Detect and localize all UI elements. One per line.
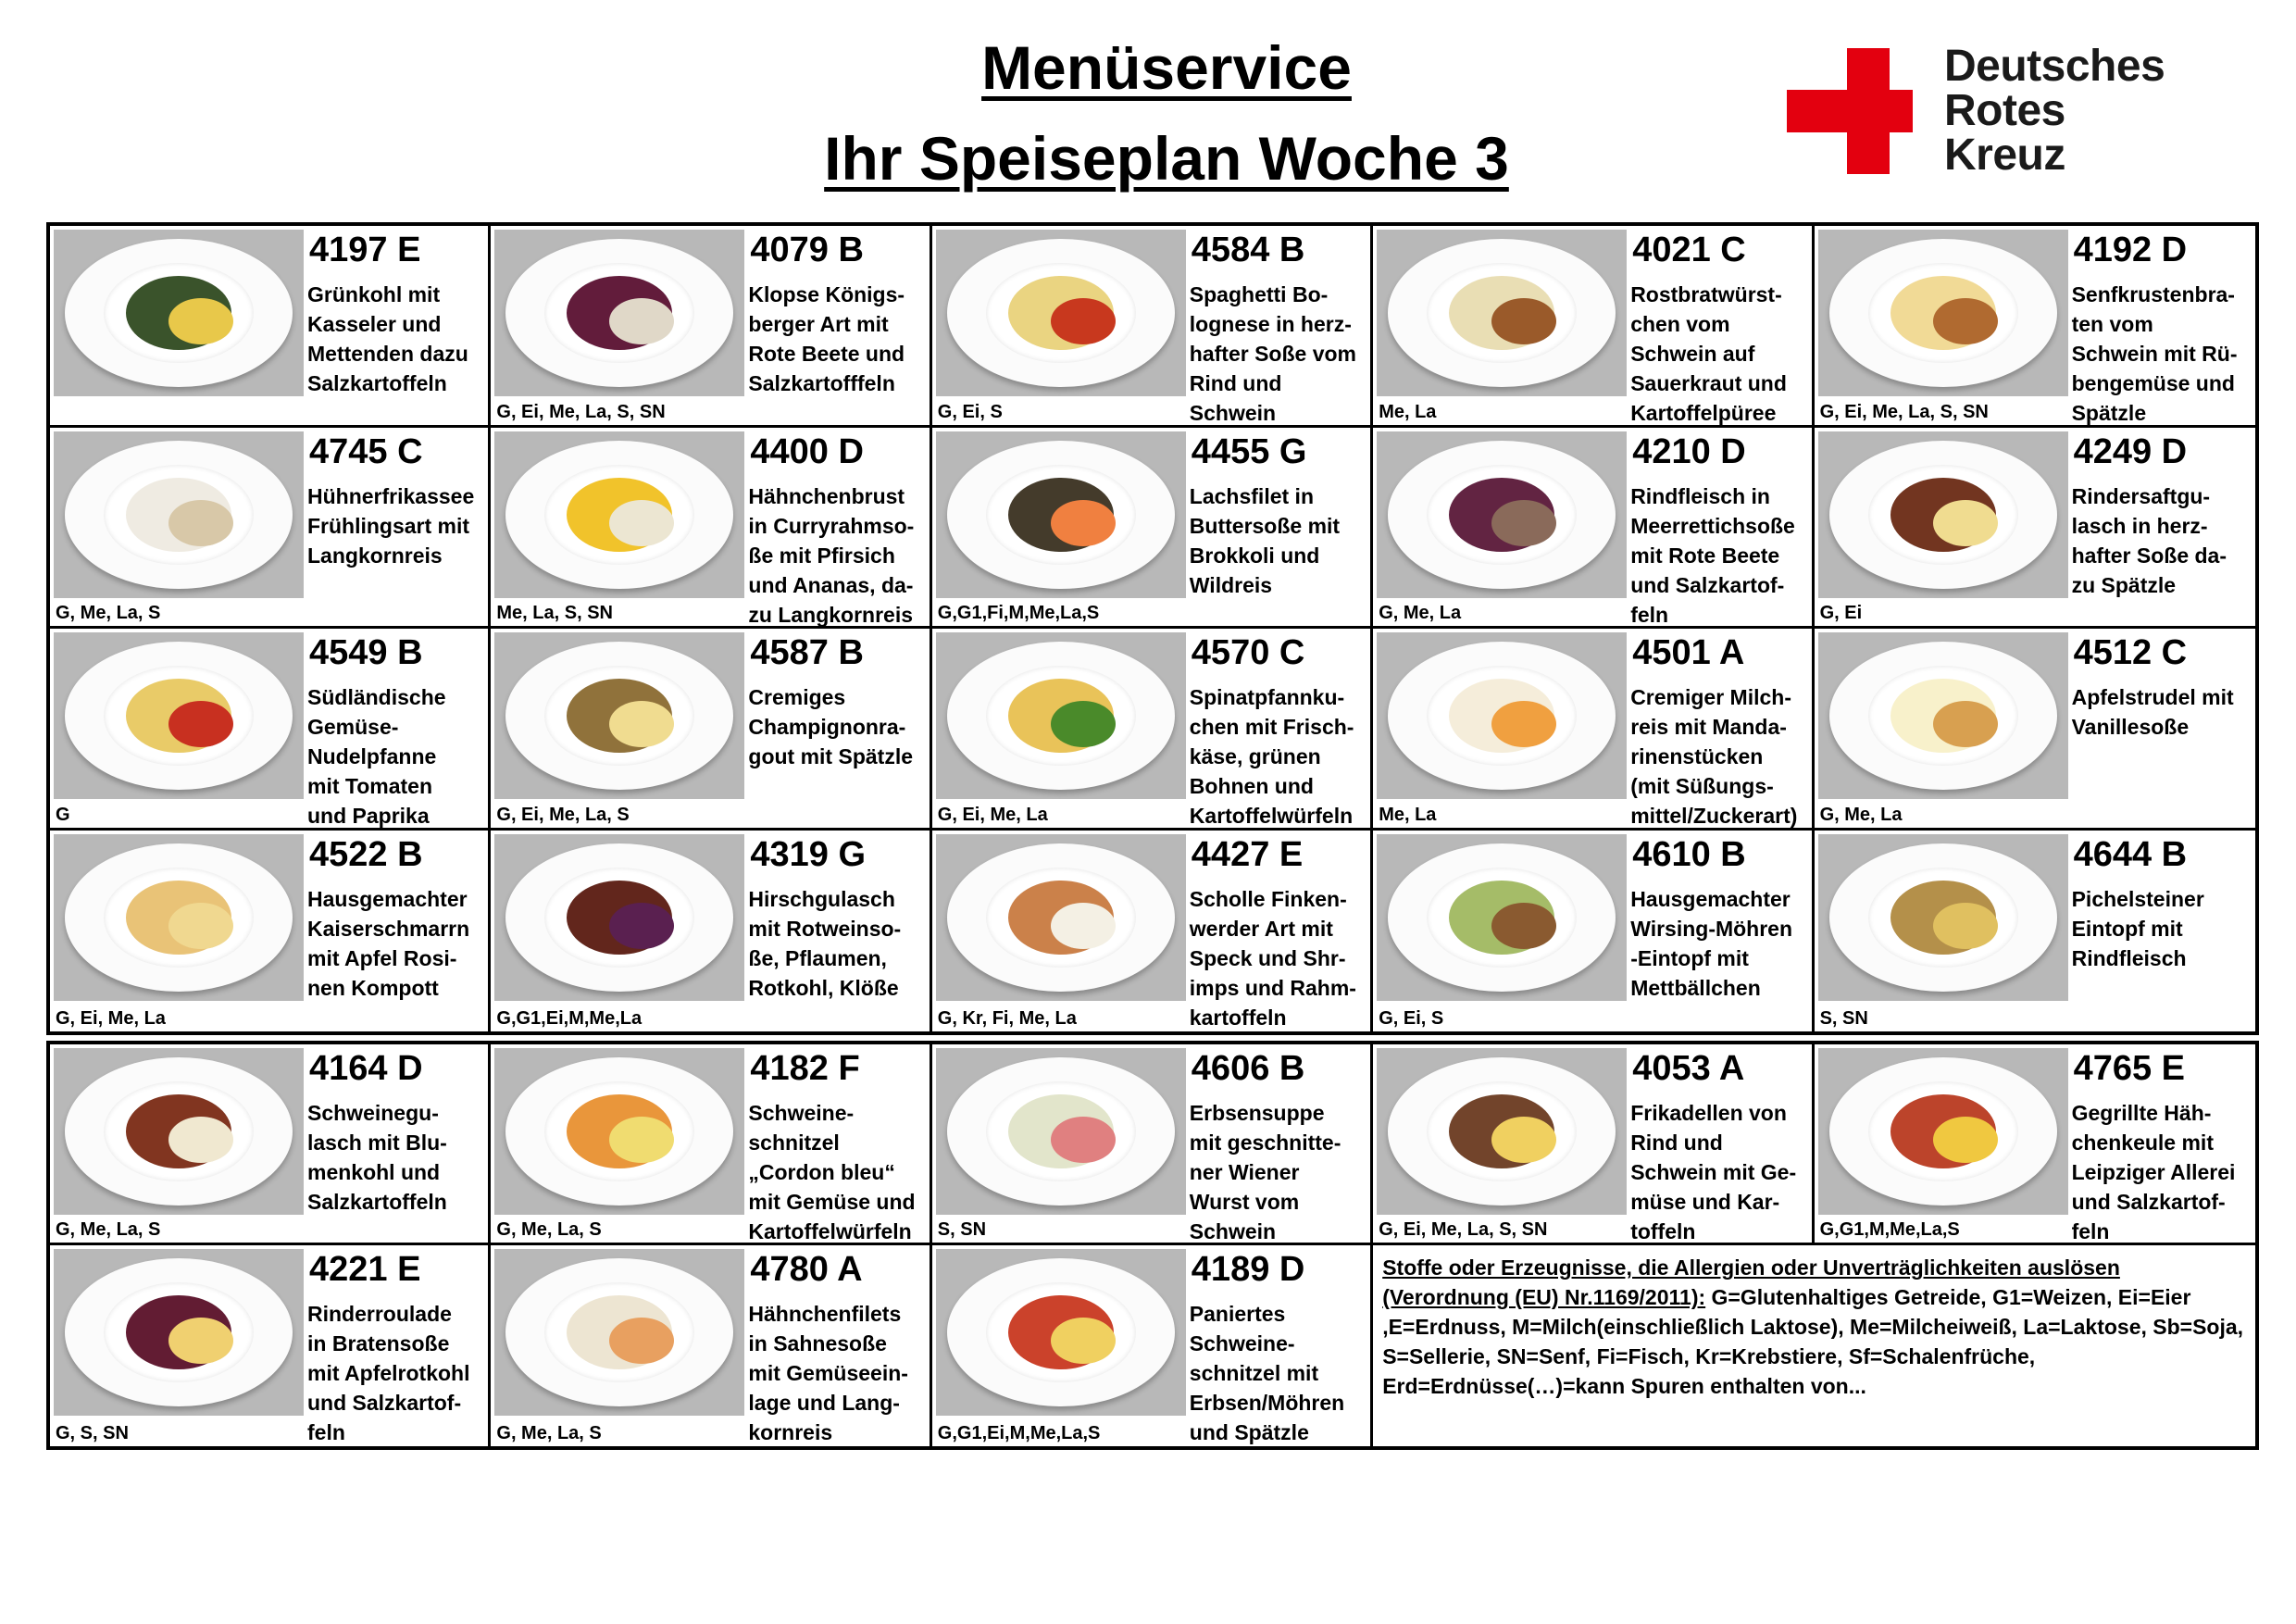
menu-item bbox=[932, 831, 1373, 1032]
food-side bbox=[1933, 298, 1998, 344]
menu-item bbox=[1373, 226, 1814, 428]
dish-photo bbox=[54, 431, 304, 598]
allergen-codes: G,G1,Fi,M,Me,La,S bbox=[937, 603, 1100, 623]
dish-photo bbox=[1818, 1048, 2068, 1215]
menu-number: 4570 C bbox=[1191, 633, 1305, 672]
allergen-codes: G, Ei, Me, La bbox=[56, 1008, 166, 1029]
plate-icon bbox=[505, 1057, 733, 1206]
plate-well bbox=[1427, 868, 1577, 968]
plate-well bbox=[544, 666, 694, 766]
food-side bbox=[609, 903, 674, 949]
dish-photo bbox=[54, 834, 304, 1001]
plate-icon bbox=[65, 843, 293, 992]
logo-wordmark bbox=[1944, 44, 2165, 178]
plate-icon bbox=[947, 1057, 1175, 1206]
menu-description: Hausgemachter Kaiserschmarrn mit Apfel Rosi- nen Kompott bbox=[307, 886, 470, 1000]
food-side bbox=[1491, 1117, 1556, 1163]
menu-number: 4501 A bbox=[1632, 633, 1745, 672]
dish-photo bbox=[494, 230, 744, 396]
menu-description: Cremiger Milch- reis mit Manda- rinenstücken (mit Süßungs- mittel/Zuckerart) bbox=[1630, 685, 1798, 828]
allergen-codes: G, Me, La bbox=[1819, 804, 1903, 825]
plate-well bbox=[1427, 465, 1577, 565]
plate-well bbox=[1868, 868, 2018, 968]
plate-well bbox=[1427, 1081, 1577, 1181]
food-side bbox=[609, 1318, 674, 1364]
menu-description: Hirschgulasch mit Rotweinso- ße, Pflaumen, Rotkohl, Klöße bbox=[748, 886, 902, 1000]
plate-well bbox=[986, 1081, 1136, 1181]
plate-icon bbox=[1388, 239, 1616, 387]
food-side bbox=[1933, 500, 1998, 546]
plate-icon bbox=[505, 1258, 733, 1406]
logo-line-3: Kreuz bbox=[1944, 131, 2065, 180]
menu-item bbox=[491, 629, 931, 831]
plate-icon bbox=[1829, 239, 2057, 387]
menu-number: 4549 B bbox=[309, 633, 423, 672]
food-side bbox=[1933, 1117, 1998, 1163]
plate-icon bbox=[65, 239, 293, 387]
plate-icon bbox=[505, 642, 733, 790]
allergen-codes: G,G1,Ei,M,Me,La,S bbox=[937, 1423, 1101, 1443]
menu-item bbox=[1815, 831, 2255, 1032]
dish-photo bbox=[1818, 834, 2068, 1001]
plate-icon bbox=[505, 239, 733, 387]
menu-number: 4197 E bbox=[309, 231, 421, 269]
food-side bbox=[1491, 500, 1556, 546]
plate-well bbox=[1868, 263, 2018, 363]
menu-description: Klopse Königs- berger Art mit Rote Beete und Salzkartofffeln bbox=[748, 282, 905, 395]
menu-item bbox=[491, 1044, 931, 1245]
food-side bbox=[1491, 903, 1556, 949]
menu-item bbox=[1815, 629, 2255, 831]
food-side bbox=[1933, 701, 1998, 747]
plate-icon bbox=[1388, 843, 1616, 992]
menu-item bbox=[932, 1044, 1373, 1245]
food-side bbox=[1491, 701, 1556, 747]
allergen-codes: G, Ei, S bbox=[1379, 1008, 1444, 1029]
allergen-codes: G,G1,M,Me,La,S bbox=[1819, 1219, 1960, 1240]
menu-description: Rinderroulade in Bratensoße mit Apfelrotkohl und Salzkartof- feln bbox=[307, 1302, 470, 1444]
menu-number: 4512 C bbox=[2073, 633, 2188, 672]
dish-photo bbox=[494, 431, 744, 598]
dish-photo bbox=[1377, 431, 1627, 598]
plate-icon bbox=[1829, 441, 2057, 589]
plate-icon bbox=[505, 843, 733, 992]
menu-number: 4053 A bbox=[1632, 1049, 1745, 1088]
allergen-codes: G bbox=[56, 804, 70, 825]
food-side bbox=[168, 701, 233, 747]
plate-well bbox=[104, 263, 254, 363]
menu-item bbox=[50, 831, 491, 1032]
dish-photo bbox=[1377, 230, 1627, 396]
menu-description: Pichelsteiner Eintopf mit Rindfleisch bbox=[2071, 886, 2204, 970]
food-side bbox=[609, 500, 674, 546]
dish-photo bbox=[54, 1249, 304, 1416]
plate-icon bbox=[947, 239, 1175, 387]
menu-number: 4400 D bbox=[750, 431, 864, 471]
menu-description: Schweine- schnitzel „Cordon bleu“ mit Gemüse und Kartoffelwürfeln bbox=[748, 1101, 916, 1243]
dish-photo bbox=[936, 1048, 1186, 1215]
plate-icon bbox=[947, 1258, 1175, 1406]
menu-description: Senfkrustenbra- ten vom Schwein mit Rü- bengemüse und Spätzle bbox=[2071, 282, 2238, 425]
menu-description: Rostbratwürst- chen vom Schwein auf Sauerkraut und Kartoffelpüree bbox=[1630, 282, 1787, 425]
menu-item bbox=[1373, 428, 1814, 630]
menu-item bbox=[932, 629, 1373, 831]
food-side bbox=[1051, 903, 1116, 949]
allergen-codes: G, Ei bbox=[1819, 603, 1863, 623]
plate-icon bbox=[1829, 642, 2057, 790]
allergen-codes: Me, La bbox=[1379, 804, 1437, 825]
menu-number: 4164 D bbox=[309, 1049, 423, 1088]
menu-number: 4182 F bbox=[750, 1049, 860, 1088]
menu-grid-main bbox=[46, 222, 2259, 1035]
plate-icon bbox=[505, 441, 733, 589]
menu-item bbox=[50, 1044, 491, 1245]
plate-well bbox=[544, 1282, 694, 1382]
menu-item bbox=[50, 1245, 491, 1446]
plate-well bbox=[1427, 263, 1577, 363]
plate-well bbox=[544, 465, 694, 565]
menu-number: 4210 D bbox=[1632, 431, 1746, 471]
menu-description: Rindersaftgu- lasch in herz- hafter Soße da- zu Spätzle bbox=[2071, 483, 2227, 597]
allergen-codes: Me, La bbox=[1379, 401, 1437, 422]
plate-well bbox=[986, 666, 1136, 766]
plate-icon bbox=[947, 843, 1175, 992]
menu-description: Gegrillte Häh- chenkeule mit Leipziger Allerei und Salzkartof- feln bbox=[2071, 1101, 2236, 1243]
menu-description: Hähnchenfilets in Sahnesoße mit Gemüseein- lage und Lang- kornreis bbox=[748, 1302, 908, 1444]
menu-number: 4644 B bbox=[2073, 834, 2188, 874]
menu-number: 4319 G bbox=[750, 834, 867, 874]
legend-heading: Stoffe oder Erzeugnisse, die Allergien oder Unverträglichkeiten auslösen bbox=[1382, 1255, 2120, 1280]
plate-icon bbox=[1388, 642, 1616, 790]
menu-number: 4249 D bbox=[2073, 431, 2188, 471]
dish-photo bbox=[494, 632, 744, 799]
food-side bbox=[609, 1117, 674, 1163]
drk-logo bbox=[1787, 42, 2213, 180]
allergen-codes: G, Me, La, S bbox=[56, 1219, 161, 1240]
menu-item bbox=[1373, 629, 1814, 831]
food-side bbox=[1051, 701, 1116, 747]
menu-description: Spinatpfannku- chen mit Frisch- käse, grünen Bohnen und Kartoffelwürfeln bbox=[1189, 685, 1354, 828]
plate-well bbox=[986, 868, 1136, 968]
allergen-codes: Me, La, S, SN bbox=[496, 603, 613, 623]
menu-description: Spaghetti Bo- lognese in herz- hafter Soße vom Rind und Schwein bbox=[1189, 282, 1357, 425]
food-side bbox=[1051, 500, 1116, 546]
food-side bbox=[609, 701, 674, 747]
plate-well bbox=[104, 465, 254, 565]
menu-number: 4427 E bbox=[1191, 834, 1304, 874]
allergen-codes: S, SN bbox=[937, 1219, 987, 1240]
menu-description: Südländische Gemüse- Nudelpfanne mit Tomaten und Paprika bbox=[307, 685, 446, 828]
allergen-codes: G, Me, La, S bbox=[496, 1423, 602, 1443]
dish-photo bbox=[1377, 632, 1627, 799]
menu-number: 4021 C bbox=[1632, 231, 1746, 269]
menu-item bbox=[932, 226, 1373, 428]
food-side bbox=[1051, 1117, 1116, 1163]
food-side bbox=[1051, 298, 1116, 344]
dish-photo bbox=[1377, 1048, 1627, 1215]
allergen-codes: G, Ei, Me, La bbox=[937, 804, 1048, 825]
dish-photo bbox=[936, 632, 1186, 799]
menu-description: Scholle Finken- werder Art mit Speck und Shr- imps und Rahm- kartoffeln bbox=[1189, 886, 1356, 1030]
dish-photo bbox=[936, 230, 1186, 396]
plate-icon bbox=[1388, 441, 1616, 589]
legend-regulation: (Verordnung (EU) Nr.1169/2011): bbox=[1382, 1285, 1706, 1309]
menu-item bbox=[50, 226, 491, 428]
food-side bbox=[168, 1117, 233, 1163]
dish-photo bbox=[936, 1249, 1186, 1416]
menu-description: Hausgemachter Wirsing-Möhren -Eintopf mit Mettbällchen bbox=[1630, 886, 1793, 1000]
food-side bbox=[1491, 298, 1556, 344]
dish-photo bbox=[54, 1048, 304, 1215]
menu-number: 4765 E bbox=[2073, 1049, 2186, 1088]
allergen-codes: G, Me, La, S bbox=[56, 603, 161, 623]
plate-well bbox=[104, 1081, 254, 1181]
dish-photo bbox=[936, 834, 1186, 1001]
food-side bbox=[168, 1318, 233, 1364]
food-side bbox=[168, 903, 233, 949]
plate-icon bbox=[65, 1258, 293, 1406]
menu-item bbox=[1815, 428, 2255, 630]
menu-number: 4745 C bbox=[309, 431, 423, 471]
food-side bbox=[609, 298, 674, 344]
menu-number: 4610 B bbox=[1632, 834, 1746, 874]
allergen-legend bbox=[1373, 1245, 2255, 1446]
menu-number: 4455 G bbox=[1191, 431, 1307, 471]
menu-description: Hähnchenbrust in Curryrahmso- ße mit Pfirsich und Ananas, da- zu Langkornreis bbox=[748, 483, 915, 627]
plate-well bbox=[1868, 465, 2018, 565]
plate-icon bbox=[1388, 1057, 1616, 1206]
food-side bbox=[168, 500, 233, 546]
menu-number: 4192 D bbox=[2073, 231, 2188, 269]
legend-codes: G=Glutenhaltiges Getreide, G1=Weizen, Ei=Eier ,E=Erdnuss, M=Milch(einschließlich Laktose), Me=Milcheiweiß, La=Laktose, Sb=Soja, S=Sellerie, SN=Senf, Fi=Fisch, Kr=Krebstiere, Sf=Schalenfrüche, Erd=Erdnüsse(…)=kann Spuren enthalten von... bbox=[1382, 1285, 2244, 1398]
allergen-codes: G, Ei, Me, La, S bbox=[496, 804, 630, 825]
plate-well bbox=[1868, 1081, 2018, 1181]
dish-photo bbox=[494, 1048, 744, 1215]
menu-description: Lachsfilet in Buttersoße mit Brokkoli und Wildreis bbox=[1189, 483, 1341, 597]
menu-description: Paniertes Schweine- schnitzel mit Erbsen/Möhren und Spätzle bbox=[1189, 1302, 1345, 1444]
menu-item bbox=[491, 226, 931, 428]
menu-description: Frikadellen von Rind und Schwein mit Ge- müse und Kar- toffeln bbox=[1630, 1101, 1797, 1243]
menu-description: Hühnerfrikassee Frühlingsart mit Langkornreis bbox=[307, 483, 475, 568]
menu-description: Grünkohl mit Kasseler und Mettenden dazu Salzkartoffeln bbox=[307, 282, 468, 395]
menu-item bbox=[491, 831, 931, 1032]
page-title: Menüservice bbox=[981, 33, 1352, 102]
food-side bbox=[1933, 903, 1998, 949]
plate-icon bbox=[1829, 1057, 2057, 1206]
dish-photo bbox=[1377, 834, 1627, 1001]
allergen-codes: S, SN bbox=[1819, 1008, 1868, 1029]
menu-item bbox=[932, 428, 1373, 630]
menu-description: Schweinegu- lasch mit Blu- menkohl und Salzkartoffeln bbox=[307, 1101, 447, 1214]
dish-photo bbox=[54, 230, 304, 396]
plate-well bbox=[986, 263, 1136, 363]
menu-number: 4522 B bbox=[309, 834, 423, 874]
logo-line-2: Rotes bbox=[1944, 86, 2065, 135]
menu-description: Erbsensuppe mit geschnitte- ner Wiener Wurst vom Schwein bbox=[1189, 1101, 1341, 1243]
plate-icon bbox=[947, 441, 1175, 589]
food-side bbox=[1051, 1318, 1116, 1364]
plate-well bbox=[986, 465, 1136, 565]
menu-number: 4587 B bbox=[750, 633, 864, 672]
plate-icon bbox=[65, 642, 293, 790]
plate-icon bbox=[65, 441, 293, 589]
dish-photo bbox=[54, 632, 304, 799]
menu-item bbox=[932, 1245, 1373, 1446]
menu-number: 4079 B bbox=[750, 231, 864, 269]
plate-icon bbox=[947, 642, 1175, 790]
allergen-codes: G, Ei, Me, La, S, SN bbox=[1819, 401, 1989, 422]
dish-photo bbox=[494, 834, 744, 1001]
menu-item bbox=[50, 629, 491, 831]
allergen-codes: G, S, SN bbox=[56, 1423, 129, 1443]
menu-number: 4221 E bbox=[309, 1250, 421, 1289]
dish-photo bbox=[1818, 632, 2068, 799]
menu-item bbox=[491, 428, 931, 630]
menu-number: 4780 A bbox=[750, 1250, 863, 1289]
red-cross-bar bbox=[1787, 90, 1913, 132]
menu-number: 4606 B bbox=[1191, 1049, 1305, 1088]
menu-item bbox=[491, 1245, 931, 1446]
menu-item bbox=[50, 428, 491, 630]
plate-well bbox=[986, 1282, 1136, 1382]
plate-well bbox=[104, 1282, 254, 1382]
logo-line-1: Deutsches bbox=[1944, 42, 2165, 91]
plate-well bbox=[544, 263, 694, 363]
page-subtitle: Ihr Speiseplan Woche 3 bbox=[824, 124, 1509, 193]
dish-photo bbox=[494, 1249, 744, 1416]
menu-number: 4584 B bbox=[1191, 231, 1305, 269]
menu-item bbox=[1373, 831, 1814, 1032]
plate-well bbox=[1868, 666, 2018, 766]
plate-well bbox=[544, 868, 694, 968]
menu-description: Cremiges Champignonra- gout mit Spätzle bbox=[748, 685, 914, 768]
allergen-codes: G,G1,Ei,M,Me,La bbox=[496, 1008, 643, 1029]
allergen-codes: G, Ei, Me, La, S, SN bbox=[496, 401, 666, 422]
allergen-codes: G, Ei, Me, La, S, SN bbox=[1379, 1219, 1548, 1240]
plate-well bbox=[1427, 666, 1577, 766]
food-side bbox=[168, 298, 233, 344]
legend-text bbox=[1382, 1253, 2246, 1401]
plate-well bbox=[544, 1081, 694, 1181]
menu-description: Rindfleisch in Meerrettichsoße mit Rote Beete und Salzkartof- feln bbox=[1630, 483, 1795, 627]
allergen-codes: G, Ei, S bbox=[937, 401, 1003, 422]
dish-photo bbox=[1818, 431, 2068, 598]
plate-icon bbox=[65, 1057, 293, 1206]
dish-photo bbox=[1818, 230, 2068, 396]
plate-well bbox=[104, 868, 254, 968]
menu-description: Apfelstrudel mit Vanillesoße bbox=[2071, 685, 2234, 739]
plate-well bbox=[104, 666, 254, 766]
menu-item bbox=[1373, 1044, 1814, 1245]
plate-icon bbox=[1829, 843, 2057, 992]
allergen-codes: G, Me, La bbox=[1379, 603, 1462, 623]
menu-item bbox=[1815, 1044, 2255, 1245]
allergen-codes: G, Me, La, S bbox=[496, 1219, 602, 1240]
menu-item bbox=[1815, 226, 2255, 428]
allergen-codes: G, Kr, Fi, Me, La bbox=[937, 1008, 1077, 1029]
dish-photo bbox=[936, 431, 1186, 598]
menu-number: 4189 D bbox=[1191, 1250, 1305, 1289]
menu-grid-second bbox=[46, 1041, 2259, 1450]
